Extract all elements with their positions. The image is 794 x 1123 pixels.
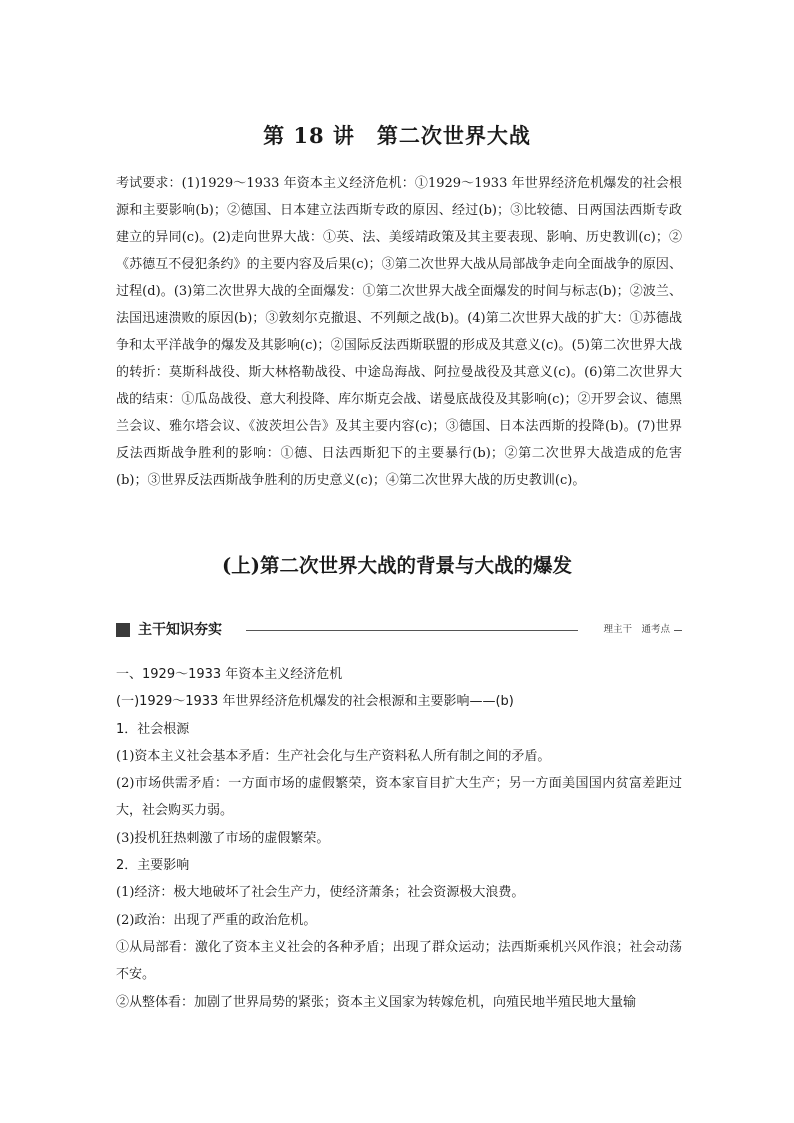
exam-requirements-label: 考试要求： — [116, 176, 182, 191]
content-body — [116, 661, 682, 1016]
content-paragraph: ②从整体看：加剧了世界局势的紧张；资本主义国家为转嫁危机，向殖民地半殖民地大量输 — [116, 994, 637, 1010]
exam-requirements-text: (1)1929～1933 年资本主义经济危机：①1929～1933 年世界经济危机爆发的社会根源和主要影响(b)；②德国、日本建立法西斯专政的原因、经过(b)；③比较德、日两国法西斯专政建立的异同(c)。(2)走向世界大战：①英、法、美绥靖政策及其主要表现、影响、历史教训(c)；②《苏德互不侵犯条约》的主要内容及后果(c)；③第二次世界大战从局部战争走向全面战争的原因、过程(d)。(3)第二次世界大战的全面爆发：①第二次世界大战全面爆发的时间与标志(b)；②波兰、法国迅速溃败的原因(b)；③敦刻尔克撤退、不列颠之战(b)。(4)第二次世界大战的扩大：①苏德战争和太平洋战争的爆发及其影响(c)；②国际反法西斯联盟的形成及其意义(c)。(5)第二次世界大战的转折：莫斯科战役、斯大林格勒战役、中途岛海战、阿拉曼战役及其意义(c)。(6)第二次世界大战的结束：①瓜岛战役、意大利投降、库尔斯克会战、诺曼底战役及其影响(c)；②开罗会议、德黑兰会议、雅尔塔会议、《波茨坦公告》及其主要内容(c)；③德国、日本法西斯的投降(b)。(7)世界反法西斯战争胜利的影响：①德、日法西斯犯下的主要暴行(b)；②第二次世界大战造成的危害(b)；③世界反法西斯战争胜利的历史意义(c)；④第二次世界大战的历史教训(c)。 — [116, 176, 682, 488]
banner-divider-end — [674, 630, 682, 631]
content-paragraph: (3)投机狂热刺激了市场的虚假繁荣。 — [116, 830, 330, 846]
banner-tagline: 理主干 通考点 — [603, 624, 670, 635]
content-paragraph: (2)政治：出现了严重的政治危机。 — [116, 912, 317, 928]
content-item-heading: 1．社会根源 — [116, 721, 190, 737]
banner-divider-line — [246, 630, 578, 631]
section-subtitle: (上)第二次世界大战的背景与大战的爆发 — [222, 554, 572, 577]
exam-requirements — [116, 170, 682, 494]
section-banner — [116, 621, 682, 641]
content-heading: 一、1929～1933 年资本主义经济危机 — [116, 667, 343, 682]
banner-title: 主干知识夯实 — [138, 622, 222, 638]
lecture-title: 第 18 讲 第二次世界大战 — [263, 123, 531, 148]
content-paragraph: (2)市场供需矛盾：一方面市场的虚假繁荣，资本家盲目扩大生产；另一方面美国国内贫富差距过大，社会购买力弱。 — [116, 776, 682, 819]
content-paragraph: (1)经济：极大地破坏了社会生产力，使经济萧条；社会资源极大浪费。 — [116, 885, 525, 901]
square-bullet-icon — [116, 623, 130, 637]
content-subheading: (一)1929～1933 年世界经济危机爆发的社会根源和主要影响——(b) — [116, 694, 514, 710]
content-item-heading: 2．主要影响 — [116, 858, 190, 874]
content-paragraph: (1)资本主义社会基本矛盾：生产社会化与生产资料私人所有制之间的矛盾。 — [116, 748, 551, 764]
content-paragraph: ①从局部看：激化了资本主义社会的各种矛盾；出现了群众运动；法西斯乘机兴风作浪；社会动荡不安。 — [116, 939, 682, 983]
